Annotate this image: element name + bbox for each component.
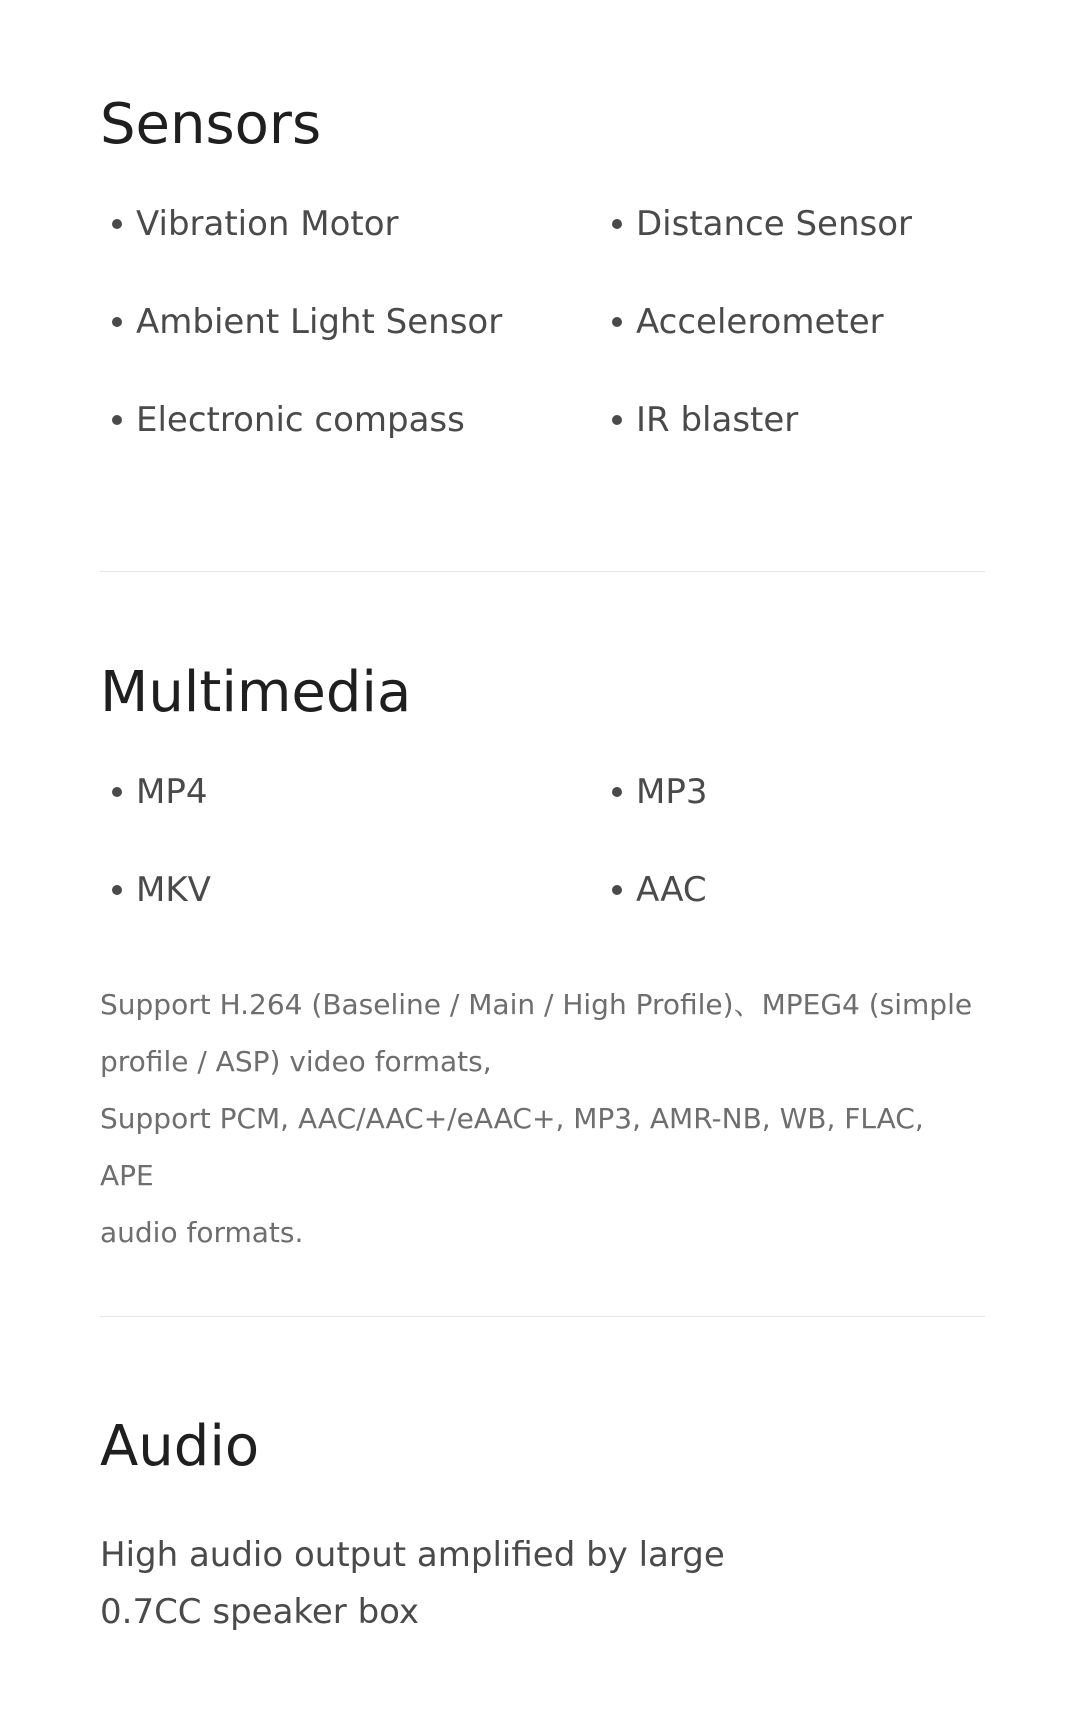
bullet-dot-icon <box>112 219 122 229</box>
section-divider <box>100 571 985 572</box>
bullet-dot-icon <box>112 787 122 797</box>
multimedia-section <box>100 658 985 1249</box>
sensor-item-label: Accelerometer <box>636 302 884 342</box>
bullet-dot-icon <box>112 317 122 327</box>
sensor-item-label: IR blaster <box>636 400 799 440</box>
audio-title: Audio <box>100 1414 260 1479</box>
format-item-label: MP3 <box>636 772 708 812</box>
format-item <box>612 868 707 912</box>
sensor-item-label: Vibration Motor <box>136 204 399 244</box>
bullet-dot-icon <box>612 415 622 425</box>
section-divider <box>100 1316 985 1317</box>
sensor-item <box>612 202 912 246</box>
sensor-item <box>112 300 502 344</box>
sensors-section <box>100 90 985 440</box>
sensor-item <box>612 300 884 344</box>
format-item <box>612 770 707 814</box>
description-line: Support PCM, AAC/AAC+/eAAC+, MP3, AMR-NB, WB, FLAC, APE <box>100 1102 924 1192</box>
bullet-dot-icon <box>612 219 622 229</box>
description-line: audio formats. <box>100 1216 304 1249</box>
bullet-dot-icon <box>612 317 622 327</box>
bullet-dot-icon <box>612 787 622 797</box>
bullet-dot-icon <box>612 885 622 895</box>
bullet-dot-icon <box>112 415 122 425</box>
audio-line: 0.7CC speaker box <box>100 1592 420 1632</box>
format-item <box>112 770 207 814</box>
sensor-item-label: Electronic compass <box>136 400 465 440</box>
format-item <box>112 868 211 912</box>
sensor-item-label: Distance Sensor <box>636 204 913 244</box>
audio-description <box>100 1527 985 1641</box>
sensor-item <box>112 202 399 246</box>
audio-section <box>100 1412 985 1632</box>
description-line: Support H.264 (Baseline / Main / High Profile)、MPEG4 (simple <box>100 988 973 1021</box>
sensors-title: Sensors <box>100 92 322 157</box>
sensor-item-label: Ambient Light Sensor <box>136 302 503 342</box>
multimedia-description <box>100 976 985 1261</box>
description-line: profile / ASP) video formats, <box>100 1045 492 1078</box>
format-item-label: MP4 <box>136 772 208 812</box>
sensor-item <box>112 398 465 442</box>
format-item-label: AAC <box>636 870 707 910</box>
bullet-dot-icon <box>112 885 122 895</box>
multimedia-title: Multimedia <box>100 660 412 725</box>
audio-line: High audio output amplified by large <box>100 1535 725 1575</box>
format-item-label: MKV <box>136 870 211 910</box>
sensor-item <box>612 398 798 442</box>
